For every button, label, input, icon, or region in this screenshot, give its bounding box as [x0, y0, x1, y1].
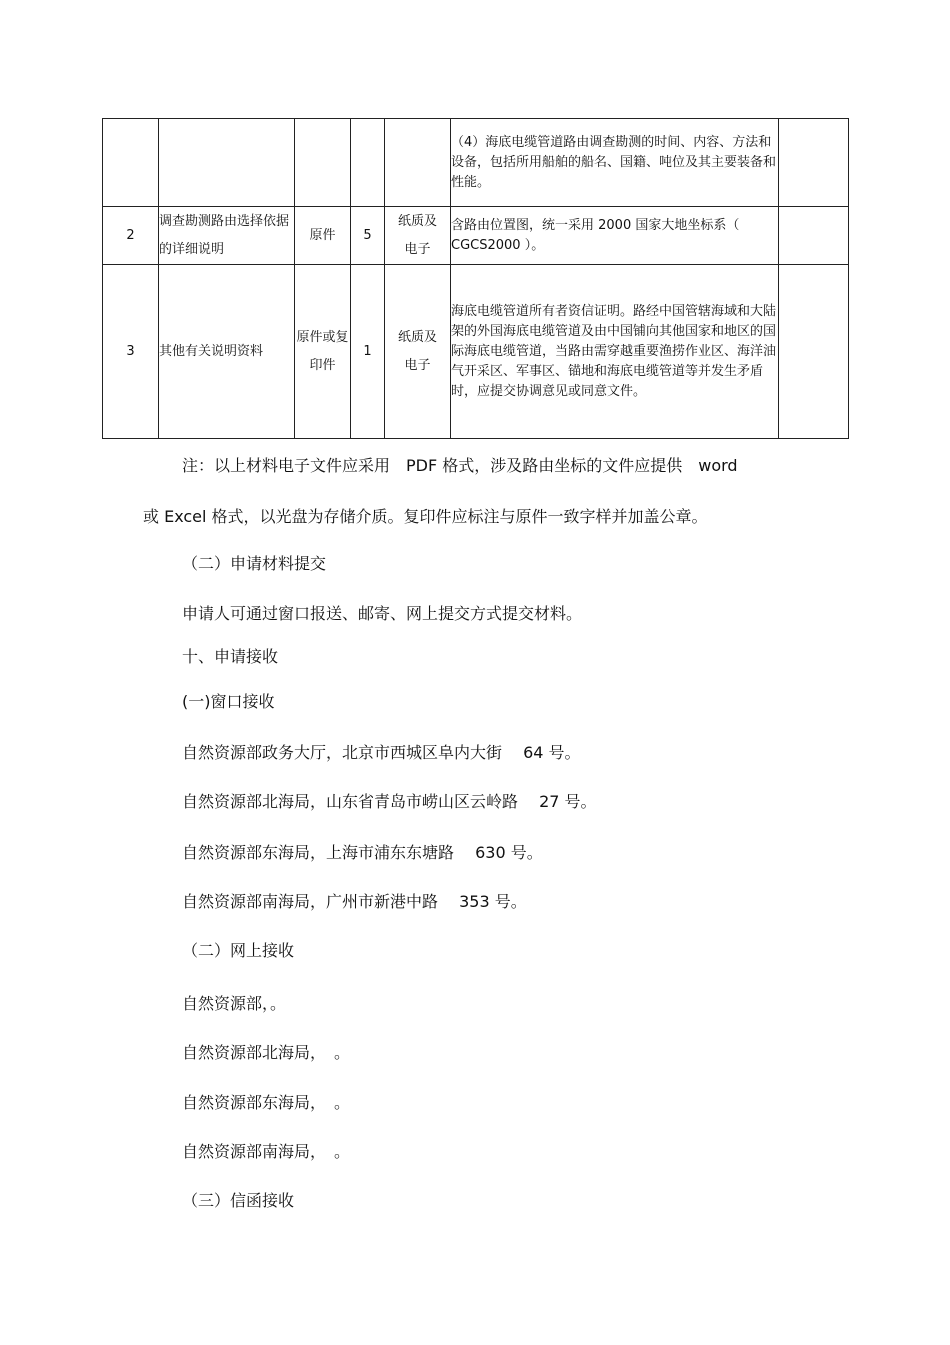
note-line-2: 或 Excel 格式，以光盘为存储介质。复印件应标注与原件一致字样并加盖公章。 — [143, 507, 708, 526]
section-heading-letter: （三）信函接收 — [182, 1191, 295, 1210]
cell-medium — [385, 119, 451, 207]
cell-form: 原件 — [295, 207, 351, 265]
online-item-4: 自然资源部南海局， 。 — [182, 1142, 351, 1161]
submit-text: 申请人可通过窗口报送、邮寄、网上提交方式提交材料。 — [182, 604, 583, 623]
window-address-2: 自然资源部北海局，山东省青岛市崂山区云岭路 27 号。 — [182, 792, 597, 811]
online-item-1: 自然资源部，。 — [182, 994, 287, 1013]
cell-name: 调查勘测路由选择依据的详细说明 — [159, 207, 295, 265]
table-row — [103, 265, 849, 439]
cell-form — [295, 119, 351, 207]
section-heading-window: (一)窗口接收 — [182, 692, 275, 711]
window-address-3: 自然资源部东海局，上海市浦东东塘路 630 号。 — [182, 843, 543, 862]
cell-count: 1 — [351, 265, 385, 439]
cell-no — [103, 119, 159, 207]
note-line-1: 注：以上材料电子文件应采用 PDF 格式，涉及路由坐标的文件应提供 word — [182, 456, 738, 475]
cell-name: 其他有关说明资料 — [159, 265, 295, 439]
cell-no: 3 — [103, 265, 159, 439]
cell-count: 5 — [351, 207, 385, 265]
online-item-2: 自然资源部北海局， 。 — [182, 1043, 351, 1062]
section-heading-online: （二）网上接收 — [182, 941, 295, 960]
cell-desc: （4）海底电缆管道路由调查勘测的时间、内容、方法和设备，包括所用船舶的船名、国籍、吨位及其主要装备和性能。 — [451, 119, 779, 207]
section-heading-submit: （二）申请材料提交 — [182, 554, 327, 573]
online-item-3: 自然资源部东海局， 。 — [182, 1093, 351, 1112]
window-address-1: 自然资源部政务大厅，北京市西城区阜内大街 64 号。 — [182, 743, 581, 762]
cell-count — [351, 119, 385, 207]
table-row — [103, 207, 849, 265]
cell-desc: 海底电缆管道所有者资信证明。路经中国管辖海域和大陆架的外国海底电缆管道及由中国铺向其他国家和地区的国际海底电缆管道，当路由需穿越重要渔捞作业区、海洋油气开采区、军事区、锚地和海底电缆管道等并发生矛盾时，应提交协调意见或同意文件。 — [451, 265, 779, 439]
cell-name — [159, 119, 295, 207]
cell-note — [779, 119, 849, 207]
cell-medium: 纸质及电子 — [385, 207, 451, 265]
cell-note — [779, 265, 849, 439]
cell-note — [779, 207, 849, 265]
section-heading-receive: 十、申请接收 — [182, 647, 279, 666]
cell-medium: 纸质及电子 — [385, 265, 451, 439]
table-row — [103, 119, 849, 207]
cell-form: 原件或复印件 — [295, 265, 351, 439]
window-address-4: 自然资源部南海局，广州市新港中路 353 号。 — [182, 892, 527, 911]
cell-no: 2 — [103, 207, 159, 265]
materials-table — [102, 118, 849, 439]
cell-desc: 含路由位置图，统一采用 2000 国家大地坐标系（ CGCS2000 ）。 — [451, 207, 779, 265]
